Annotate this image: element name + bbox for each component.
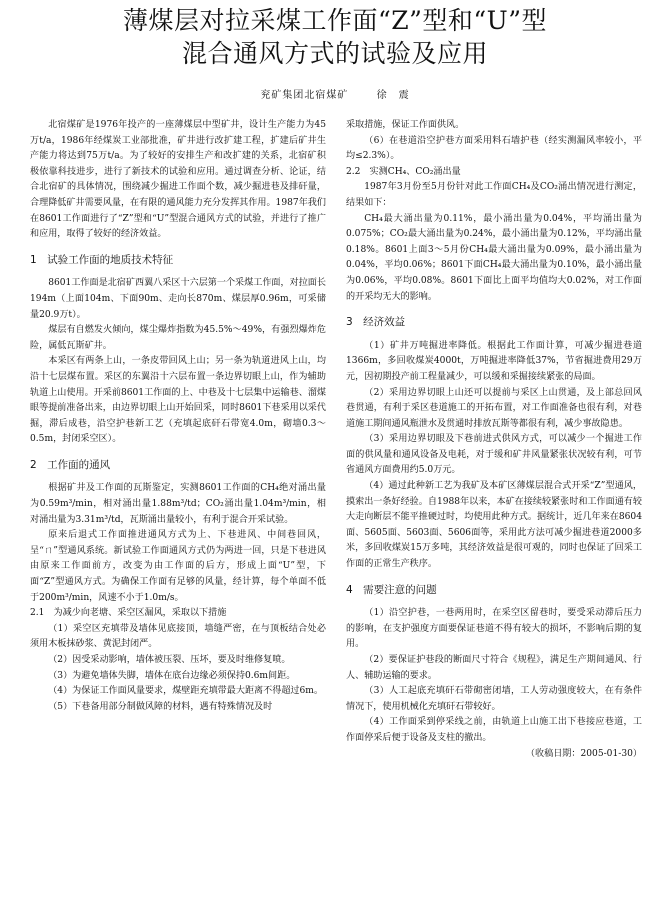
title-line-2: 混合通风方式的试验及应用 xyxy=(181,39,488,68)
list-item: （4）工作面采到停采线之前，由轨道上山施工出下巷接应巷道，工作面停采后便于设备及支柱的撤出。 xyxy=(346,717,642,743)
paragraph-continued: 采取措施，保证工作面供风。 xyxy=(346,120,465,130)
paragraph: 煤层有自燃发火倾向，煤尘爆炸指数为45.5%～49%，有强烈爆炸危险，属低瓦斯矿井。 xyxy=(30,325,326,351)
section-heading-4: 4 需要注意的问题 xyxy=(346,583,437,596)
list-item: （4）通过此种新工艺为我矿及本矿区薄煤层混合式开采“Z”型通风，摸索出一条好经验。自1988年以来，本矿在接续较紧张时和工作面通有较大走向断层不能平推硬过时，均使用此种方式。据统计，近几年来在8604面、5605面、5603面、5606面等，采用此方法可减少掘进巷道2000多米，多回收煤炭15万多吨，其经济效益是很可观的，同时也保证了回采工作面的正常生产秩序。 xyxy=(346,481,642,570)
right-column xyxy=(346,118,642,908)
list-item: （1）矿井万吨掘进率降低。根据此工作面计算，可减少掘进巷道1366m，多回收煤炭4000t，万吨掘进率降低37%，节省掘进费用29万元，因初期投产前工程量减少，可以缓和采掘接续紧张的局面。 xyxy=(346,340,642,382)
list-item: （2）因受采动影响，墙体被压裂、压坏，要及时维修复喷。 xyxy=(48,655,291,665)
paragraph: 原来后退式工作面推进通风方式为上、下巷进风、中间巷回风，呈“ㄇ”型通风系统。新试验工作面通风方式仍为两进一回，只是下巷进风由原来工作面前方，改变为由工作面的后方，形成上面“U”型，下面“Z”型通风方式。为确保工作面有足够的风量，经计算，每个单面不低于200m³/min，风速不小于1.0m/s。 xyxy=(30,530,326,603)
list-item: （2）要保证护巷段的断面尺寸符合《规程》，满足生产期间通风、行人、辅助运输的要求。 xyxy=(346,655,642,681)
list-item: （2）采用边界切眼上山还可以提前与采区上山贯通，及上部总回风巷贯通，有利于采区巷道施工的开拓布置，对工作面准备也很有利，对巷道施工期间通风瓶泄水及贯通时排放瓦斯等都很有利，减少事故隐患。 xyxy=(346,387,642,429)
list-item: （5）下巷备用部分制做风障的材料，遇有特殊情况及时 xyxy=(48,701,273,712)
paragraph: 根据矿井及工作面的瓦斯鉴定，实测8601工作面的CH₄绝对涌出量为0.59m³/min，相对涌出量1.88m³/td；CO₂涌出量1.04m³/min，相对涌出量为3.31m³/td，瓦斯涌出量较小，有利于混合开采试验。 xyxy=(30,483,326,525)
article-body xyxy=(30,118,642,908)
paragraph: CH₄最大涌出量为0.11%，最小涌出量为0.04%，平均涌出量为0.075%；CO₂最大涌出量为0.24%，最小涌出量为0.12%，平均涌出量0.18%。8601上面3～5月份CH₄最大涌出量为0.09%，最小涌出量为0.04%，平均0.06%；8601下面CH₄最大涌出量为0.10%，最小涌出量为0.06%，平均0.08%。8601下面比上面平均值均大0.02%，对工作面的开采均无大的影响。 xyxy=(346,213,642,302)
section-heading-1: 1 试验工作面的地质技术特征 xyxy=(30,253,174,266)
section-heading-3: 3 经济效益 xyxy=(346,316,406,329)
subsection-heading-2-1: 2.1 为减少向老塘、采空区漏风，采取以下措施 xyxy=(30,608,227,619)
article-title xyxy=(0,0,670,70)
byline xyxy=(0,86,670,101)
title-line-1: 薄煤层对拉采煤工作面“Z”型和“U”型 xyxy=(122,6,548,35)
list-item: （3）人工起底充填矸石带砌密闭墙，工人劳动强度较大，在有条件情况下，使用机械化充填矸石带较好。 xyxy=(346,686,642,712)
intro-paragraph: 北宿煤矿是1976年投产的一座薄煤层中型矿井，设计生产能力为45万t/a，1986年经煤炭工业部批准，矿井进行改扩建工程，扩建后矿井生产能力将达到75万t/a。为了较好的安排生产和改扩建的关系，北宿矿积极依靠科技进步，进行了新技术的试验和应用。通过调查分析、论证，结合北宿矿的具体情况，围绕减少掘进工作面个数，减少掘进巷及排矸量，合理降低矿井需要风量，在有限的通风能力充分发挥其作用。1987年我们在8601工作面进行了“Z”型和“U”型混合通风方式的试验，并进行了推广和应用，取得了较好的经济效益。 xyxy=(30,120,326,240)
author: 徐 震 xyxy=(376,90,410,101)
section-heading-2: 2 工作面的通风 xyxy=(30,458,111,471)
list-item: （1）采空区充填带及墙体见底接顶，墙缝严密，在与顶板结合处必须用木板抹砂浆、黄泥封闭严。 xyxy=(30,623,326,650)
paragraph: 本采区有两条上山，一条皮带回风上山；另一条为轨道进风上山，均沿十七层煤布置。采区的东翼沿十六层布置一条边界切眼上山，作为辅助轨道上山使用。开采前8601工作面的上、中巷及十七层集中运输巷、溜煤眼等提前准备出来，由边界切眼上山开始回采，同时8601下巷采用以采代掘，滞后成巷，沿空护巷新工艺（充填起底矸石带宽4.0m，砌墙0.3～0.5m，封闭采空区）。 xyxy=(30,356,326,445)
list-item: （6）在巷道沿空护巷方面采用料石墙护巷（经实测漏风率较小，平均≤2.3%）。 xyxy=(346,135,642,162)
list-item: （3）为避免墙体失脚，墙体在底台边缘必须保持0.6m间距。 xyxy=(48,670,296,681)
received-date: （收稿日期：2005-01-30） xyxy=(525,748,642,759)
list-item: （1）沿空护巷，一巷两用时，在采空区留巷时，要受采动滞后压力的影响，在支护强度方面要保证巷道不得有较大的损坏，不影响后期的复用。 xyxy=(346,608,642,650)
left-column xyxy=(30,118,326,908)
affiliation: 兖矿集团北宿煤矿 xyxy=(260,90,349,101)
subsection-heading-2-2: 2.2 实测CH₄、CO₂涌出量 xyxy=(346,166,461,177)
paragraph: 1987年3月份至5月份针对此工作面CH₄及CO₂涌出情况进行测定，结果如下： xyxy=(346,182,642,208)
paragraph: 8601工作面是北宿矿西翼八采区十六层第一个采煤工作面，对拉面长194m（上面104m、下面90m、走向长870m、煤层厚0.96m，可采储量20.9万t）。 xyxy=(30,278,326,320)
list-item: （3）采用边界切眼及下巷前进式供风方式，可以减少一个掘进工作面的供风量和通风设备及电耗，对于缓和矿井风量紧张状况较有利，可节省通风方面费用约5.0万元。 xyxy=(346,434,642,476)
list-item: （4）为保证工作面风量要求，煤壁距充填带最大距离不得超过6m。 xyxy=(48,686,324,697)
